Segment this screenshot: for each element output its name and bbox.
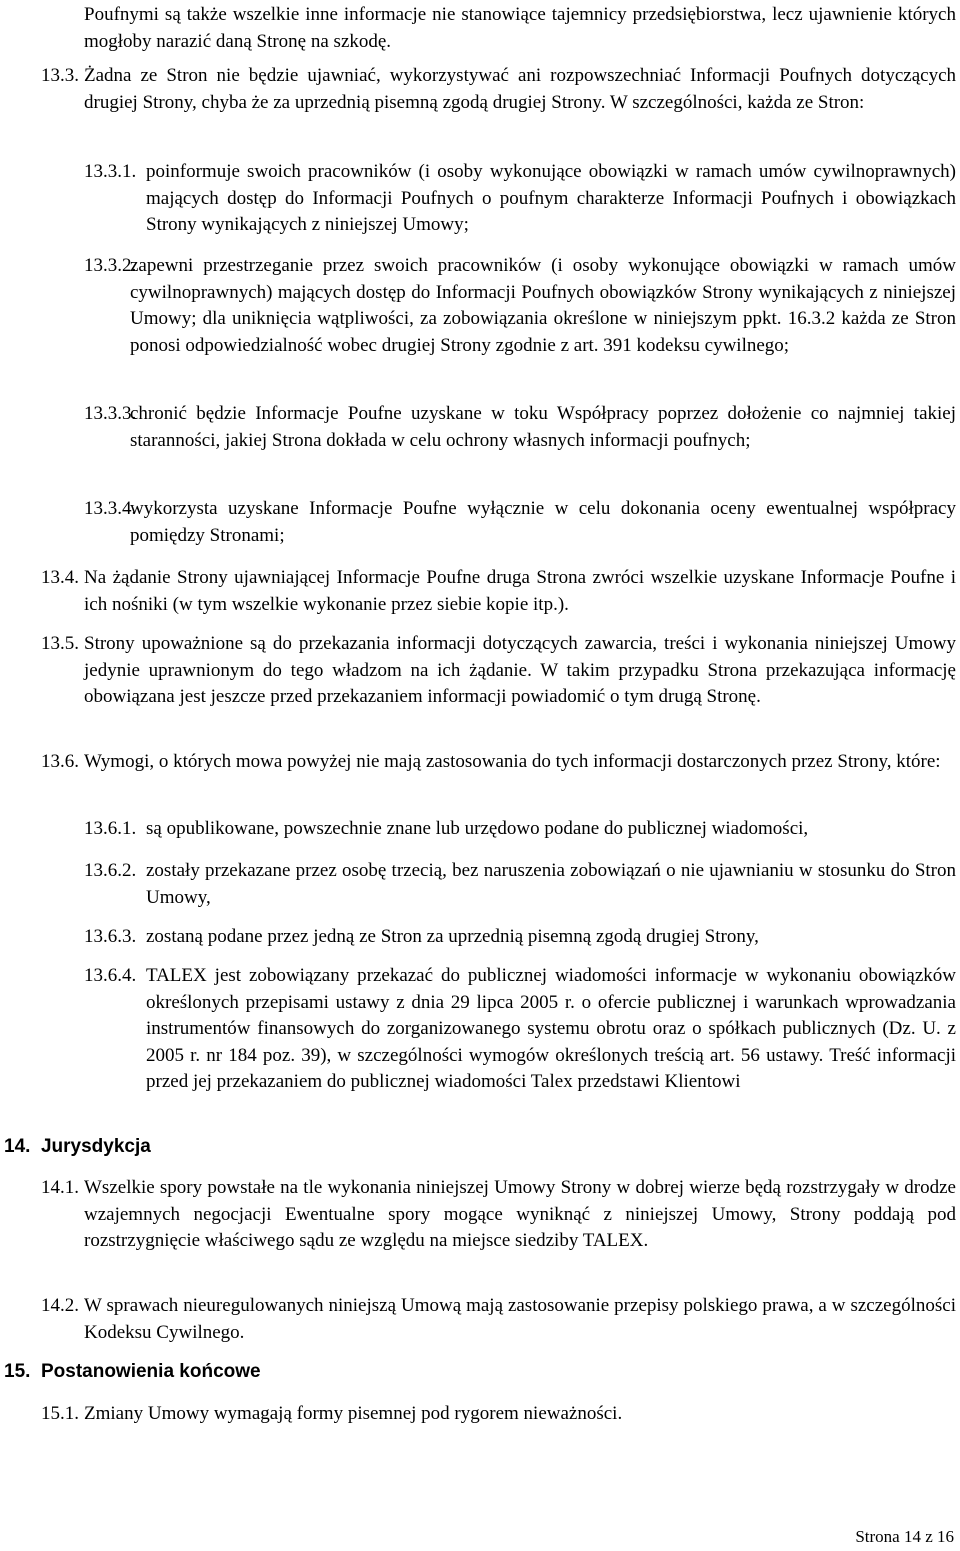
section-number: 14.1. (41, 1177, 79, 1198)
section-number: 13.3.1. (84, 161, 137, 182)
section-13-6-3-text: zostaną podane przez jedną ze Stron za uprzednią pisemną zgodą drugiej Strony, (146, 926, 759, 947)
section-number: 13.3.2. (84, 255, 137, 276)
section-number: 13.4. (41, 567, 79, 588)
section-13-3-3-text: chronić będzie Informacje Poufne uzyskane w toku Współpracy poprzez dołożenie co najmniej takiej staranności, jakiej Strona dokłada w celu ochrony własnych informacji poufnych; (130, 403, 956, 451)
heading-title: Jurysdykcja (40, 1136, 151, 1157)
section-13-4-text: Na żądanie Strony ujawniającej Informacje Poufne druga Strona zwróci wszelkie uzyskane Informacje Poufne i ich nośniki (w tym wszelkie wykonanie przez siebie kopie itp.). (84, 567, 956, 615)
heading-title: Postanowienia końcowe (40, 1361, 261, 1382)
heading-14 (4, 1134, 151, 1160)
section-number: 13.6.4. (84, 965, 137, 986)
heading-number: 15. (4, 1361, 31, 1382)
section-number: 13.6.2. (84, 860, 137, 881)
intro-text: Poufnymi są także wszelkie inne informacje nie stanowiące tajemnicy przedsiębiorstwa, lecz ujawnienie których mogłoby narazić daną Stronę na szkodę. (84, 4, 956, 52)
section-13-6-2-text: zostały przekazane przez osobę trzecią, bez naruszenia zobowiązań o nie ujawnianiu w stosunku do Stron Umowy, (146, 860, 956, 908)
section-number: 13.6.1. (84, 818, 137, 839)
section-number: 13.3.4. (84, 498, 137, 519)
section-13-6-4-text: TALEX jest zobowiązany przekazać do publicznej wiadomości informacje w wykonaniu obowiązków określonych przepisami ustawy z dnia 29 lipca 2005 r. o ofercie publicznej i warunkach wprowadzania instrumentów finansowych do zorganizowanego systemu obrotu oraz o spółkach publicznych (Dz. U. z 2005 r. nr 184 poz. 39), w szczególności wymogów określonych treścią art. 56 ustawy. Treść informacji przed jej przekazaniem do publicznej wiadomości Talex przedstawi Klientowi (146, 965, 956, 1092)
section-13-6-1-text: są opublikowane, powszechnie znane lub urzędowo podane do publicznej wiadomości, (146, 818, 809, 839)
heading-number: 14. (4, 1136, 31, 1157)
section-15-1-text: Zmiany Umowy wymagają formy pisemnej pod rygorem nieważności. (84, 1403, 623, 1424)
section-13-3-1-text: poinformuje swoich pracowników (i osoby wykonujące obowiązki w ramach umów cywilnoprawnych) mających dostęp do Informacji Poufnych o poufnym charakterze Informacji Poufnych i obowiązkach Strony wynikających z niniejszej Umowy; (146, 161, 956, 235)
page-number: Strona 14 z 16 (855, 1527, 954, 1546)
section-13-3-4-text: wykorzysta uzyskane Informacje Poufne wyłącznie w celu dokonania oceny ewentualnej współpracy pomiędzy Stronami; (130, 498, 956, 546)
section-14-2-text: W sprawach nieuregulowanych niniejszą Umową mają zastosowanie przepisy polskiego prawa, a w szczególności Kodeksu Cywilnego. (84, 1295, 956, 1343)
section-14-1-text: Wszelkie spory powstałe na tle wykonania niniejszej Umowy Strony w dobrej wierze będą rozstrzygały w drodze wzajemnych negocjacji Ewentualne spory mogące wyniknąć z niniejszej Umowy, Strony poddają pod rozstrzygnięcie właściwego sądu ze względu na miejsce siedziby TALEX. (84, 1177, 956, 1251)
section-number: 15.1. (41, 1403, 79, 1424)
section-number: 13.6. (41, 751, 79, 772)
section-number: 13.3. (41, 65, 79, 86)
section-13-3-2-text: zapewni przestrzeganie przez swoich pracowników (i osoby wykonujące obowiązki w ramach umów cywilnoprawnych) mających dostęp do Informacji Poufnych obowiązków Strony wynikających z niniejszej Umowy; dla uniknięcia wątpliwości, za zobowiązania określone w niniejszym ppkt. 16.3.2 każda ze Stron ponosi odpowiedzialność wobec drugiej Strony zgodnie z art. 391 kodeksu cywilnego; (130, 255, 956, 356)
section-13-5-text: Strony upoważnione są do przekazania informacji dotyczących zawarcia, treści i wykonania niniejszej Umowy jedynie uprawnionym do tego władzom na ich żądanie. W takim przypadku Strona przekazująca informację obowiązana jest jeszcze przed przekazaniem informacji powiadomić o tym drugą Stronę. (84, 633, 956, 707)
section-number: 13.6.3. (84, 926, 137, 947)
section-13-6-text: Wymogi, o których mowa powyżej nie mają zastosowania do tych informacji dostarczonych przez Strony, które: (84, 751, 941, 772)
section-number: 13.3.3. (84, 403, 137, 424)
section-number: 13.5. (41, 633, 79, 654)
section-13-3-text: Żadna ze Stron nie będzie ujawniać, wykorzystywać ani rozpowszechniać Informacji Poufnych dotyczących drugiej Strony, chyba że za uprzednią pisemną zgodą drugiej Strony. W szczególności, każda ze Stron: (84, 65, 956, 113)
intro-paragraph (84, 2, 956, 55)
section-number: 14.2. (41, 1295, 79, 1316)
heading-15 (4, 1359, 261, 1385)
